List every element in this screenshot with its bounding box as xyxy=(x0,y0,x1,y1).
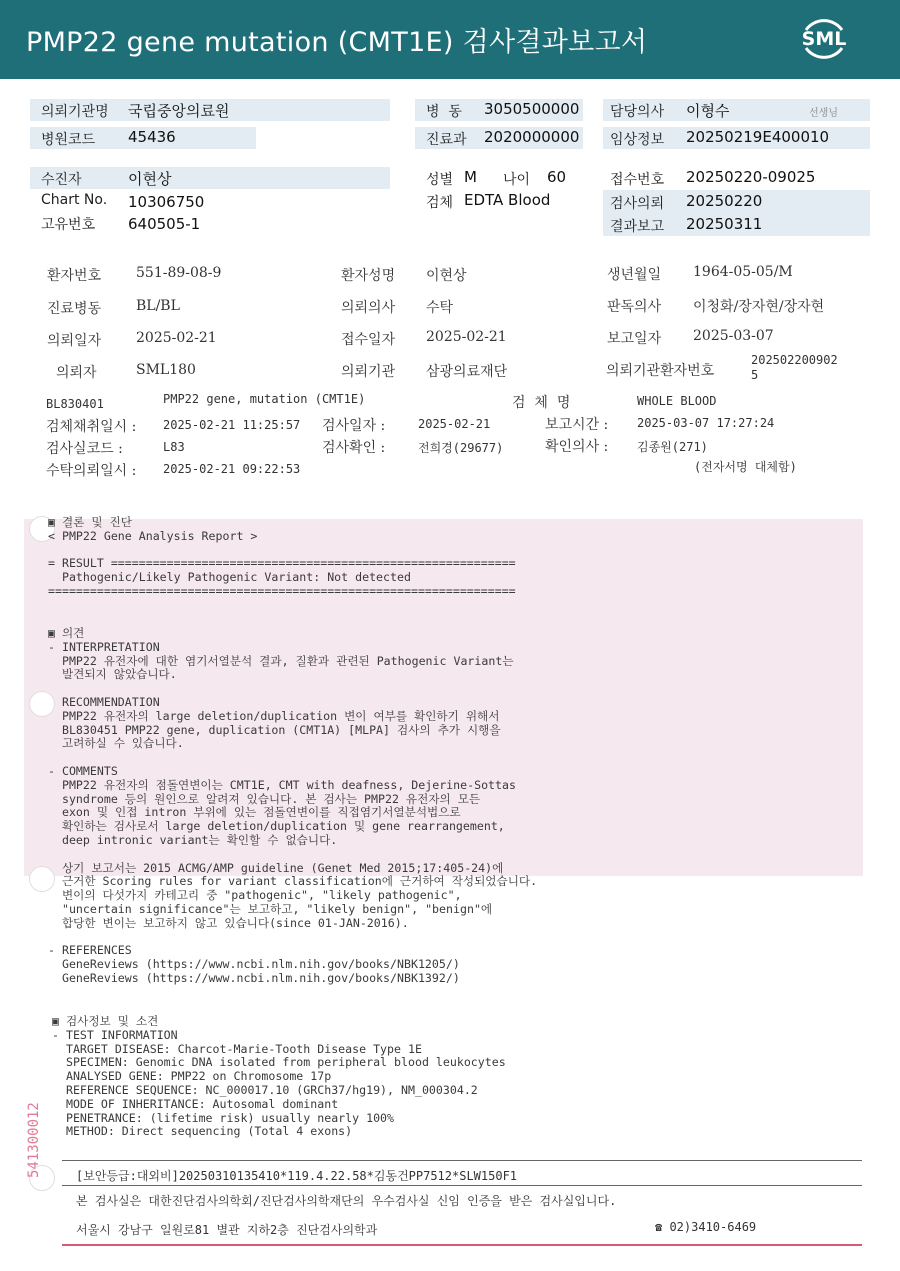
scan-reqdoc-label: 의뢰의사 xyxy=(341,300,396,316)
scan-checkdoc-value: 김종원(271) xyxy=(637,440,708,454)
lab-address: 서울시 강남구 일원로81 별관 지하2층 진단검사의학과 xyxy=(76,1223,378,1237)
scan-pid-label: 환자번호 xyxy=(47,268,102,284)
scan-requester-label: 의뢰자 xyxy=(56,365,97,381)
security-line: [보안등급:대외비]20250310135410*119.4.22.58*김동건PP7512*SLW150F1 xyxy=(76,1169,518,1183)
scan-pname-value: 이현상 xyxy=(426,268,467,284)
sex-value: M xyxy=(464,168,477,186)
sex-label: 성별 xyxy=(426,172,454,188)
chart-value: 10306750 xyxy=(128,193,205,211)
scan-ward-label: 진료병동 xyxy=(47,301,102,317)
doctor-label: 담당의사 xyxy=(610,104,665,120)
scan-room-label: 검사실코드 : xyxy=(46,441,123,457)
scan-reqdoc-value: 수탁 xyxy=(426,300,454,316)
scan-instpid-value-2: 5 xyxy=(751,368,759,382)
scan-ward-value: BL/BL xyxy=(136,298,180,314)
scan-instpid-value-1: 202502200902 xyxy=(751,353,838,367)
id-label: 고유번호 xyxy=(41,217,96,233)
sml-logo-text: SML xyxy=(801,28,847,50)
scan-readdoc-label: 판독의사 xyxy=(607,299,662,315)
scan-reqinst-value: 삼광의료재단 xyxy=(426,364,508,380)
scan-repdate-value: 2025-03-07 xyxy=(693,328,774,344)
patient-bar xyxy=(30,167,390,189)
receipt-label: 접수번호 xyxy=(610,172,665,188)
age-label: 나이 xyxy=(503,172,531,188)
scan-reqdate-value: 2025-02-21 xyxy=(136,330,217,346)
scan-spec-value: WHOLE BLOOD xyxy=(637,394,717,408)
scan-confirm-value: 전희경(29677) xyxy=(418,441,504,455)
interpretation-section: ▣ 의견 - INTERPRETATION PMP22 유전자에 대한 염기서열분석 결과, 질환과 관련된 Pathogenic Variant는 발견되지 않았습니다. RECOMMENDATION PMP22 유전자의 large deletion/duplication 변이 여부를 확인하기 위해서 BL830451 PMP22 gene, duplication (CMT1A) [MLPA] 검사의 추가 시행을 고려하실 수 있습니다. - COMMENTS PMP22 유전자의 점돌연변이는 CMT1E, CMT with deafness, Dejerine-Sottas syndrome 등의 원인으로 알려져 있습니다. 본 검사는 PMP22 유전자의 모든 exon 및 인접 intron 부위에 있는 점돌연변이를 직접염기서열분석법으로 확인하는 검사로서 large deletion/duplication 및 gene rearrangement, deep intronic variant는 확인할 수 없습니다. 상기 보고서는 2015 ACMG/AMP guideline (Genet Med 2015;17:405-24)에 근거한 Scoring rules for variant classification에 근거하여 작성되었습니다. 변이의 다섯가지 카테고리 중 "pathogenic", "likely pathogenic", "uncertain significance"는 보고하고, "likely benign", "benign"에 합당한 변이는 보고하지 않고 있습니다(since 01-JAN-2016). - REFERENCES GeneReviews (https://www.ncbi.nlm.nih.gov/books/NBK1205/) GeneReviews (https://www.ncbi.nlm.nih.gov/books/NBK1392/) xyxy=(48,626,538,985)
ward-label: 병 동 xyxy=(426,104,462,120)
scan-room-value: L83 xyxy=(163,440,185,454)
scan-reptime-value: 2025-03-07 17:27:24 xyxy=(637,416,775,430)
side-code-text: 541300012 xyxy=(26,1102,42,1178)
request-label: 검사의뢰 xyxy=(610,196,665,212)
scan-recdate-value: 2025-02-21 xyxy=(426,329,507,345)
hospital-label: 의뢰기관명 xyxy=(41,104,109,120)
lab-phone: ☎ 02)3410-6469 xyxy=(655,1220,757,1234)
code-value: 45436 xyxy=(128,128,176,146)
request-value: 20250220 xyxy=(686,192,763,210)
dept-value: 2020000000 xyxy=(484,128,580,146)
receipt-value: 20250220-09025 xyxy=(686,168,816,186)
patient-label: 수진자 xyxy=(41,172,82,188)
doctor-value: 이형수 xyxy=(686,102,730,120)
scan-recdate-label: 접수일자 xyxy=(341,332,396,348)
result-value: 20250311 xyxy=(686,215,763,233)
clinical-value: 20250219E400010 xyxy=(686,128,830,146)
patient-value: 이현상 xyxy=(128,170,172,188)
scan-testdate-label: 검사일자 : xyxy=(322,418,386,434)
scan-collect-value: 2025-02-21 11:25:57 xyxy=(163,418,301,432)
age-value: 60 xyxy=(547,168,567,186)
scan-reqinst-label: 의뢰기관 xyxy=(341,364,396,380)
scan-spec-label: 검 체 명 xyxy=(512,395,571,411)
scan-reqtime-label: 수탁의뢰일시 : xyxy=(46,463,137,479)
conclusion-section: ▣ 결론 및 진단 < PMP22 Gene Analysis Report > = RESULT ========================================================== Pathogenic/Likely Pathogenic Variant: Not detected =================================================================== xyxy=(48,515,516,598)
scan-test-code: BL830401 xyxy=(46,397,104,411)
side-code xyxy=(23,1038,43,1178)
code-label: 병원코드 xyxy=(41,132,96,148)
hospital-value: 국립중앙의료원 xyxy=(128,102,230,120)
scan-pname-label: 환자성명 xyxy=(341,268,396,284)
footer-top-rule xyxy=(62,1160,862,1161)
certification-text: 본 검사실은 대한진단검사의학회/진단검사의학재단의 우수검사실 신임 인증을 받은 검사실입니다. xyxy=(76,1194,617,1208)
doctor-suffix: 선생님 xyxy=(809,108,838,119)
report-header xyxy=(0,0,900,79)
footer-bottom-rule xyxy=(62,1244,862,1246)
result-label: 결과보고 xyxy=(610,219,665,235)
scan-reptime-label: 보고시간 : xyxy=(545,417,609,433)
clinical-label: 임상정보 xyxy=(610,132,665,148)
id-value: 640505-1 xyxy=(128,215,201,233)
scan-esign: (전자서명 대체함) xyxy=(694,460,797,474)
chart-label: Chart No. xyxy=(41,192,108,208)
scan-reqdate-label: 의뢰일자 xyxy=(47,333,102,349)
dept-label: 진료과 xyxy=(426,132,467,148)
specimen-value: EDTA Blood xyxy=(464,191,551,209)
report-title: PMP22 gene mutation (CMT1E) 검사결과보고서 xyxy=(26,27,648,58)
scan-testdate-value: 2025-02-21 xyxy=(418,417,491,431)
scan-reqtime-value: 2025-02-21 09:22:53 xyxy=(163,462,301,476)
ward-value: 3050500000 xyxy=(484,100,580,118)
scan-repdate-label: 보고일자 xyxy=(607,331,662,347)
scan-collect-label: 검체채취일시 : xyxy=(46,419,137,435)
scan-birth-label: 생년월일 xyxy=(607,267,662,283)
scan-test-name: PMP22 gene, mutation (CMT1E) xyxy=(163,392,366,406)
specimen-label: 검체 xyxy=(426,195,454,211)
test-information-section: ▣ 검사정보 및 소견 - TEST INFORMATION TARGET DISEASE: Charcot-Marie-Tooth Disease Type 1E SPECIMEN: Genomic DNA isolated from peripheral blood leukocytes ANALYSED GENE: PMP22 on Chromosome 17p REFERENCE SEQUENCE: NC_000017.10 (GRCh37/hg19), NM_000304.2 MODE OF INHERITANCE: Autosomal dominant PENETRANCE: (lifetime risk) usually nearly 100% METHOD: Direct sequencing (Total 4 exons) xyxy=(52,1014,506,1139)
scan-checkdoc-label: 확인의사 : xyxy=(545,439,609,455)
scan-requester-value: SML180 xyxy=(136,362,196,378)
scan-instpid-label: 의뢰기관환자번호 xyxy=(606,363,715,379)
scan-pid-value: 551-89-08-9 xyxy=(136,265,222,281)
footer-mid-rule xyxy=(62,1185,862,1186)
scan-birth-value: 1964-05-05/M xyxy=(693,264,793,280)
scan-confirm-label: 검사확인 : xyxy=(322,440,386,456)
sml-logo xyxy=(796,14,852,64)
scan-readdoc-value: 이청화/장자현/장자현 xyxy=(693,299,825,315)
